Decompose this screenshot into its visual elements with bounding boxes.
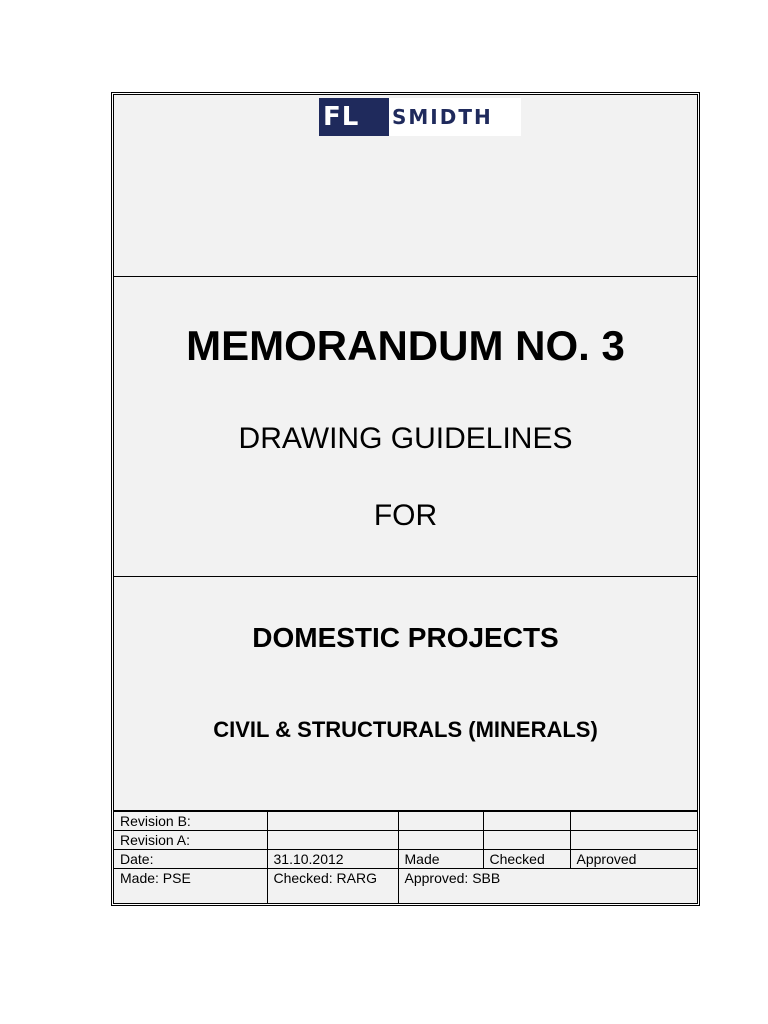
table-cell (570, 812, 697, 831)
logo-name: SMIDTH (392, 105, 493, 129)
project-section (114, 577, 697, 811)
table-cell (483, 812, 570, 831)
table-row (114, 812, 697, 831)
table-cell (267, 812, 398, 831)
flsmidth-logo (319, 98, 521, 136)
title-block-frame (113, 94, 698, 904)
table-row (114, 850, 697, 869)
table-cell: Approved: SBB (398, 869, 697, 904)
title-section (114, 277, 697, 577)
table-cell (398, 831, 483, 850)
memo-for: FOR (373, 499, 438, 532)
logo-mark: FL (319, 98, 389, 136)
table-cell: Checked (483, 850, 570, 869)
table-row (114, 869, 697, 904)
memo-subtitle: DRAWING GUIDELINES (238, 422, 573, 455)
project-category: DOMESTIC PROJECTS (252, 622, 559, 653)
table-cell: Checked: RARG (267, 869, 398, 904)
table-cell: 31.10.2012 (267, 850, 398, 869)
table-cell: Made (398, 850, 483, 869)
table-cell: Revision B: (114, 812, 267, 831)
table-cell: Approved (570, 850, 697, 869)
table-cell (398, 812, 483, 831)
project-discipline: CIVIL & STRUCTURALS (MINERALS) (213, 717, 598, 742)
revision-table (114, 811, 697, 903)
memo-title: MEMORANDUM NO. 3 (186, 322, 625, 369)
table-cell: Revision A: (114, 831, 267, 850)
table-cell: Date: (114, 850, 267, 869)
table-cell (267, 831, 398, 850)
table-row (114, 831, 697, 850)
table-cell (483, 831, 570, 850)
logo-section (114, 95, 697, 277)
table-cell (570, 831, 697, 850)
table-cell: Made: PSE (114, 869, 267, 904)
